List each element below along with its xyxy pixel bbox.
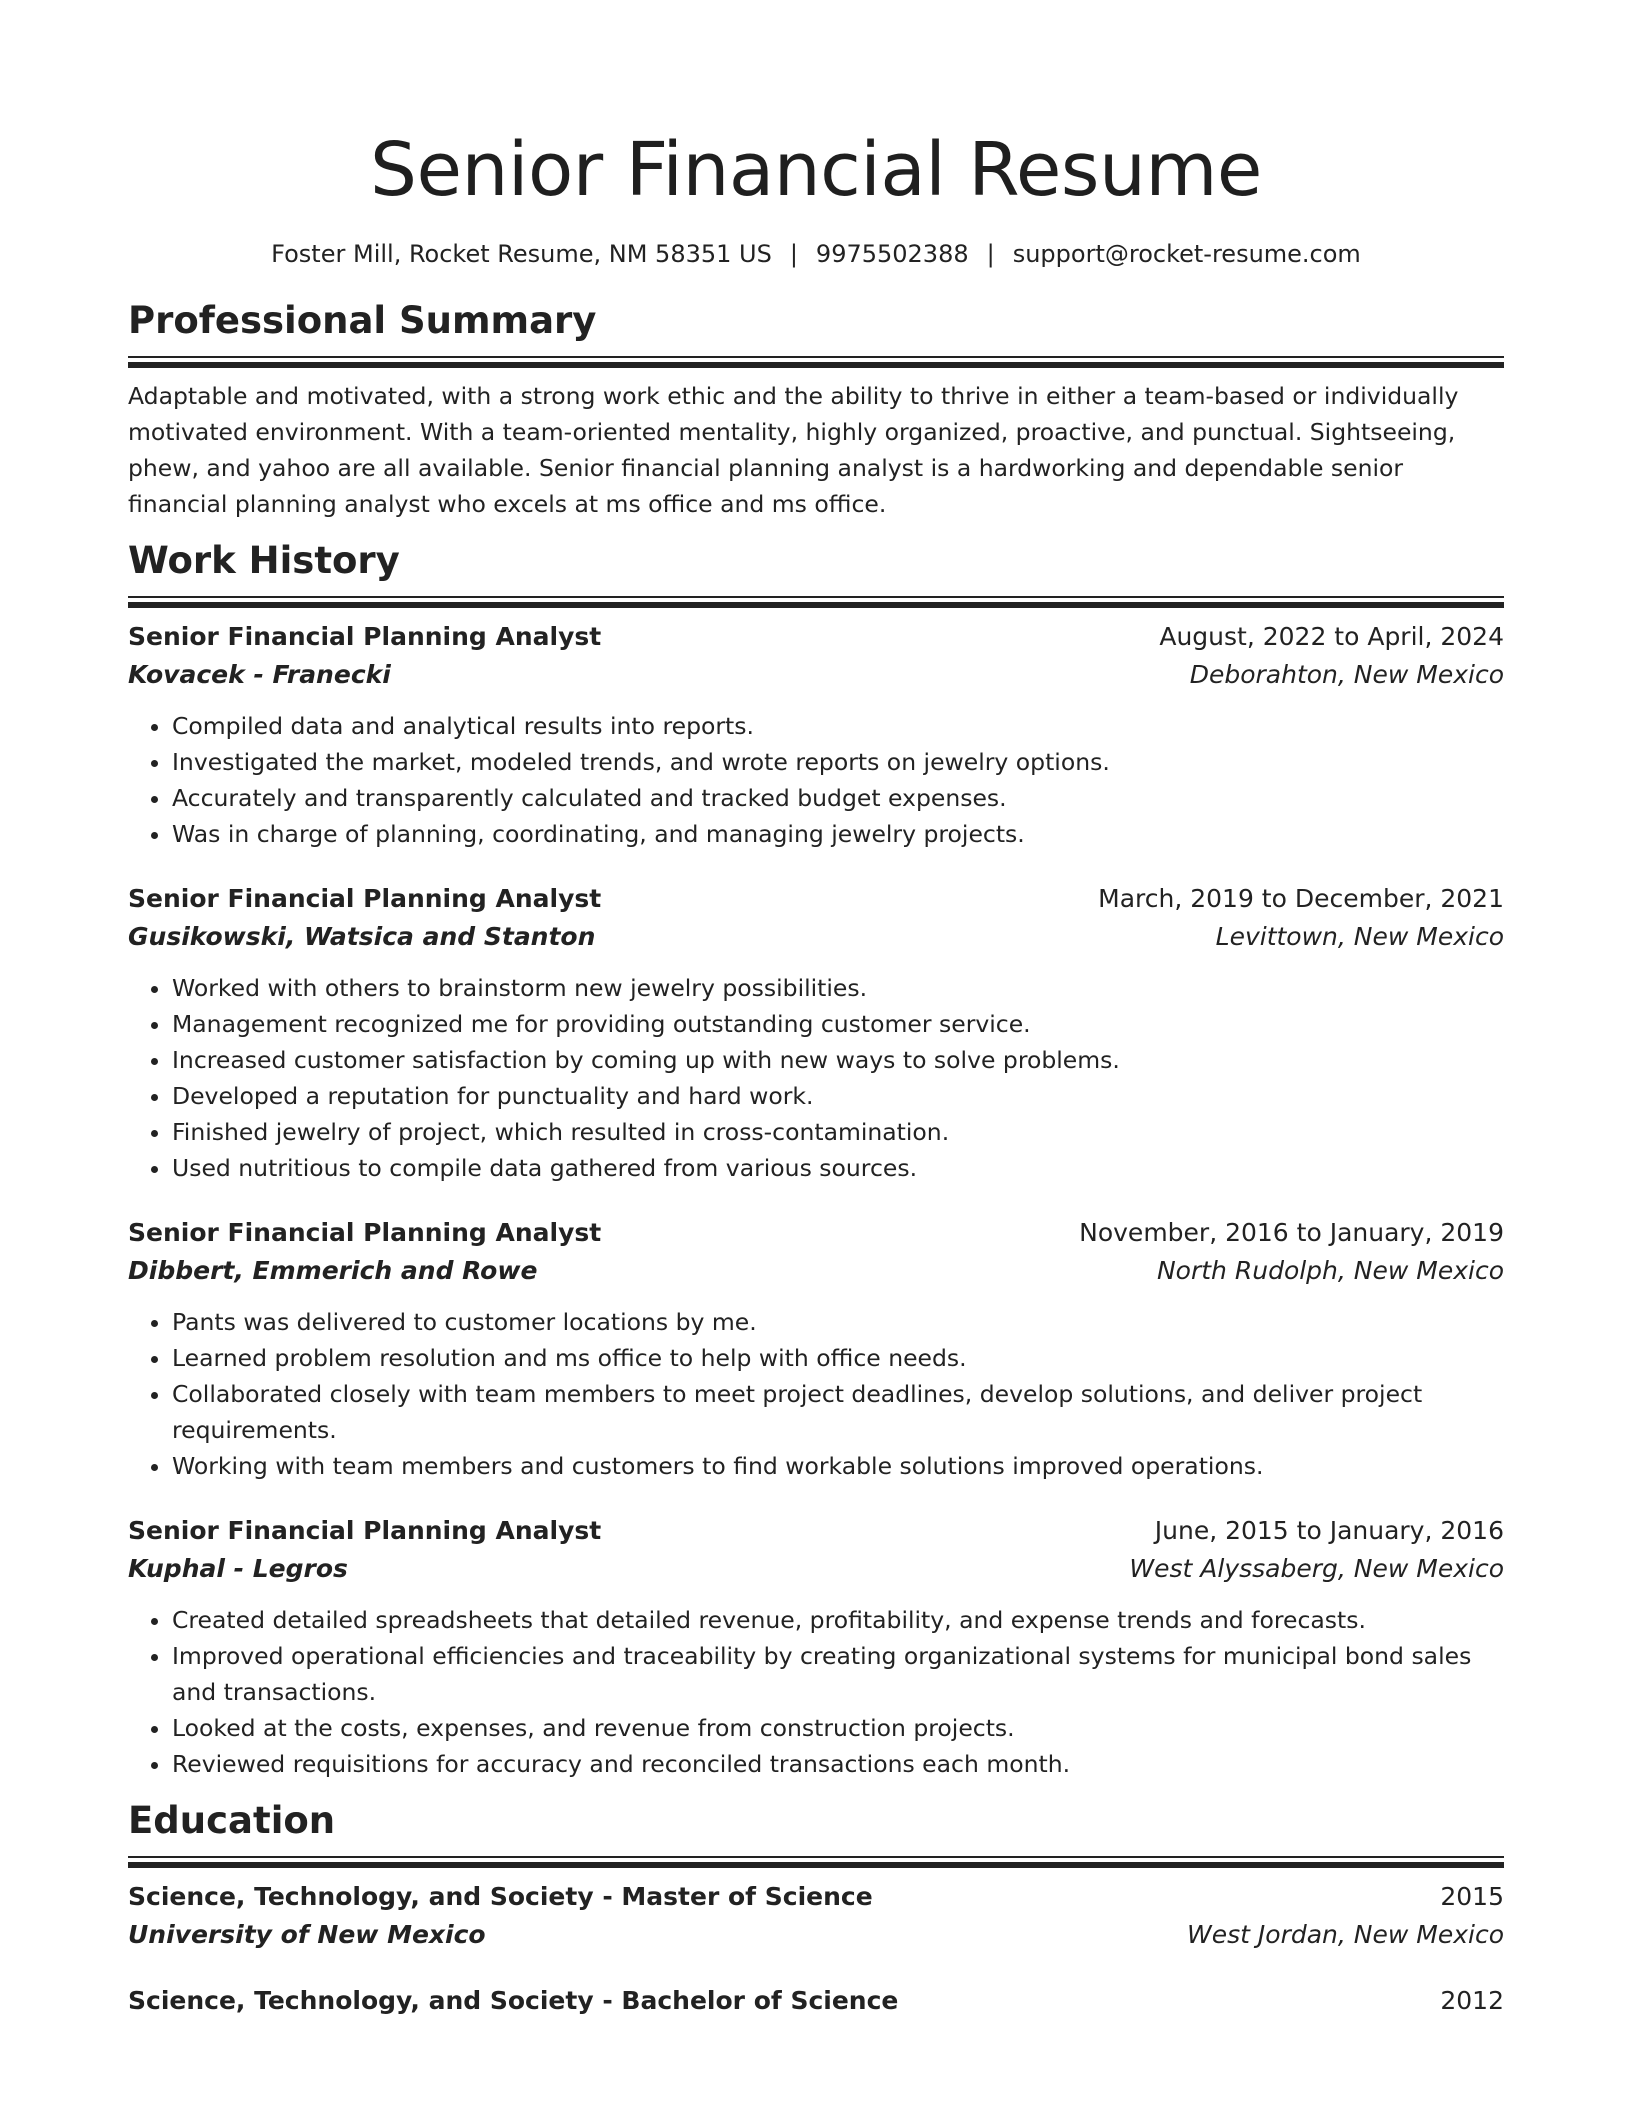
job-company-row [128, 918, 1504, 956]
list-item: • Accurately and transparently calculated and tracked budget expenses. [172, 780, 1504, 816]
job-location: West Alyssaberg, New Mexico [1129, 1554, 1504, 1583]
list-item: • Collaborated closely with team members to meet project deadlines, develop solutions, and deliver project requirements. [172, 1376, 1504, 1448]
list-item: • Learned problem resolution and ms office to help with office needs. [172, 1340, 1504, 1376]
section-title-education: Education [128, 1799, 336, 1842]
job-location: Levittown, New Mexico [1215, 922, 1504, 951]
section-title-summary: Professional Summary [128, 299, 597, 342]
job-header-row [128, 1214, 1504, 1252]
education-school-row [128, 1916, 1504, 1954]
education-entry [128, 1982, 1504, 2020]
work-history-section [128, 538, 1504, 1782]
list-item: • Reviewed requisitions for accuracy and reconciled transactions each month. [172, 1746, 1504, 1782]
education-school: University of New Mexico [128, 1920, 486, 1949]
contact-phone: 9975502388 [815, 240, 969, 268]
job-dates: November, 2016 to January, 2019 [1079, 1218, 1504, 1247]
education-section [128, 1798, 1504, 2020]
contact-separator: | [789, 240, 798, 268]
list-item: • Used nutritious to compile data gathered from various sources. [172, 1150, 1504, 1186]
job-location: Deborahton, New Mexico [1189, 660, 1504, 689]
job-company-row [128, 1550, 1504, 1588]
list-item: • Worked with others to brainstorm new jewelry possibilities. [172, 970, 1504, 1006]
job-company: Dibbert, Emmerich and Rowe [128, 1256, 538, 1285]
job-bullets [128, 1304, 1504, 1484]
education-degree: Science, Technology, and Society - Bachelor of Science [128, 1986, 899, 2015]
education-degree: Science, Technology, and Society - Master of Science [128, 1882, 873, 1911]
section-divider [128, 356, 1504, 358]
list-item: • Looked at the costs, expenses, and revenue from construction projects. [172, 1710, 1504, 1746]
list-item: • Working with team members and customers to find workable solutions improved operations. [172, 1448, 1504, 1484]
job-company: Gusikowski, Watsica and Stanton [128, 922, 596, 951]
list-item: • Management recognized me for providing outstanding customer service. [172, 1006, 1504, 1042]
section-title-work-history: Work History [128, 539, 400, 582]
job-header-row [128, 618, 1504, 656]
contact-email: support@rocket-resume.com [1012, 240, 1361, 268]
education-year: 2012 [1440, 1986, 1504, 2015]
summary-text: Adaptable and motivated, with a strong work ethic and the ability to thrive in either a team-based or individually motivated environment. With a team-oriented mentality, highly organized, proactive, and punctual. Sightseeing, phew, and yahoo are all available. Senior financial planning analyst is a hardworking and dependable senior financial planning analyst who excels at ms office and ms office. [128, 382, 1459, 518]
contact-address: Foster Mill, Rocket Resume, NM 58351 US [271, 240, 772, 268]
list-item: • Was in charge of planning, coordinating, and managing jewelry projects. [172, 816, 1504, 852]
list-item: • Finished jewelry of project, which resulted in cross-contamination. [172, 1114, 1504, 1150]
job-title: Senior Financial Planning Analyst [128, 1516, 602, 1545]
job-bullets [128, 1602, 1504, 1782]
job-title: Senior Financial Planning Analyst [128, 622, 602, 651]
job-title: Senior Financial Planning Analyst [128, 884, 602, 913]
section-divider [128, 1856, 1504, 1858]
job-company: Kuphal - Legros [128, 1554, 348, 1583]
job-company-row [128, 656, 1504, 694]
contact-separator: | [986, 240, 995, 268]
job-dates: August, 2022 to April, 2024 [1159, 622, 1504, 651]
job-bullets [128, 970, 1504, 1186]
list-item: • Developed a reputation for punctuality and hard work. [172, 1078, 1504, 1114]
job-dates: March, 2019 to December, 2021 [1098, 884, 1504, 913]
list-item: • Created detailed spreadsheets that detailed revenue, profitability, and expense trends and forecasts. [172, 1602, 1504, 1638]
list-item: • Pants was delivered to customer locations by me. [172, 1304, 1504, 1340]
job-location: North Rudolph, New Mexico [1156, 1256, 1504, 1285]
list-item: • Increased customer satisfaction by coming up with new ways to solve problems. [172, 1042, 1504, 1078]
education-entry [128, 1878, 1504, 1954]
list-item: • Investigated the market, modeled trends, and wrote reports on jewelry options. [172, 744, 1504, 780]
job-entry [128, 1214, 1504, 1484]
list-item: • Compiled data and analytical results into reports. [172, 708, 1504, 744]
job-company: Kovacek - Franecki [128, 660, 391, 689]
job-bullets [128, 708, 1504, 852]
education-header-row [128, 1878, 1504, 1916]
summary-section [128, 298, 1504, 522]
job-title: Senior Financial Planning Analyst [128, 1218, 602, 1247]
resume-name: Senior Financial Resume [370, 127, 1262, 213]
education-year: 2015 [1440, 1882, 1504, 1911]
resume-page [128, 0, 1504, 2020]
job-header-row [128, 1512, 1504, 1550]
job-company-row [128, 1252, 1504, 1290]
list-item: • Improved operational efficiencies and traceability by creating organizational systems for municipal bond sales and transactions. [172, 1638, 1504, 1710]
job-header-row [128, 880, 1504, 918]
job-entry [128, 1512, 1504, 1782]
section-divider [128, 596, 1504, 598]
contact-line [128, 238, 1504, 270]
job-entry [128, 880, 1504, 1186]
job-dates: June, 2015 to January, 2016 [1154, 1516, 1504, 1545]
job-entry [128, 618, 1504, 852]
education-header-row [128, 1982, 1504, 2020]
education-location: West Jordan, New Mexico [1187, 1920, 1504, 1949]
